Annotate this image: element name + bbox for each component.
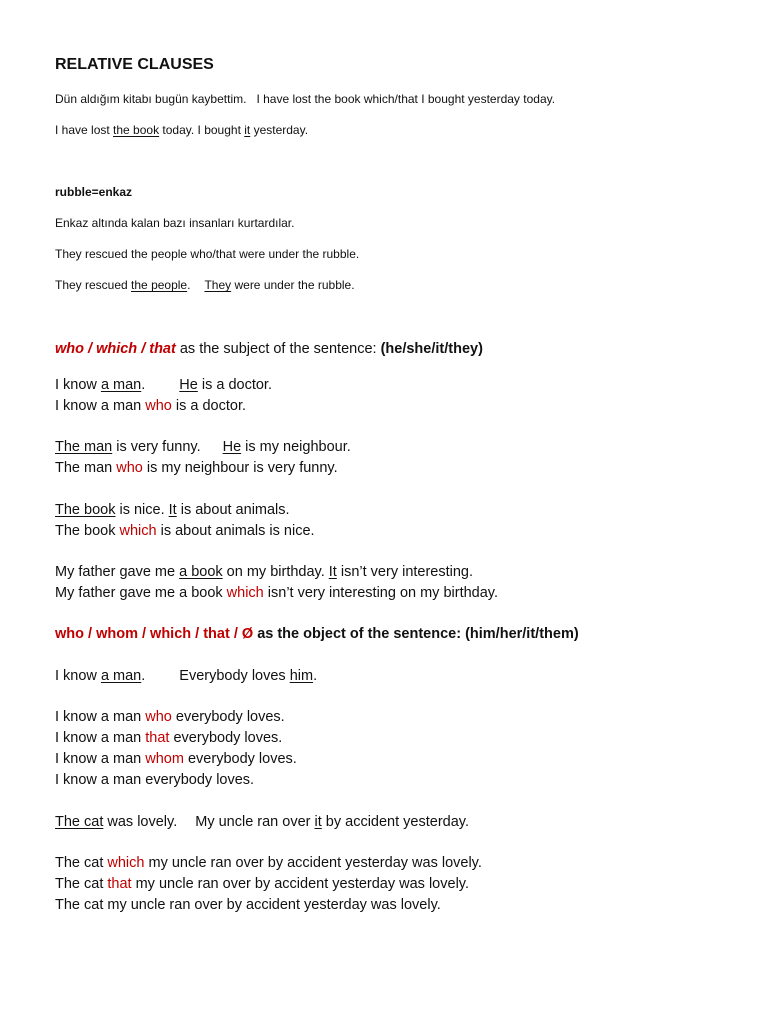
text: is nice.	[115, 502, 169, 518]
underlined-word: The book	[55, 502, 116, 518]
intro-line-1	[55, 92, 555, 106]
text: were under the rubble.	[231, 278, 355, 292]
text: isn’t very interesting on my birthday.	[263, 585, 498, 601]
vocab-note: rubble=enkaz	[55, 185, 133, 199]
s1-ex2-line-a	[55, 439, 351, 456]
text: today. I bought	[159, 123, 245, 137]
text: The cat	[55, 855, 108, 871]
text: They rescued	[55, 278, 132, 292]
text: My uncle ran over	[195, 814, 315, 830]
text: is a doctor.	[197, 377, 272, 393]
s2-ex4-line-1	[55, 855, 482, 872]
underlined-word: The cat	[55, 814, 104, 830]
page-title: RELATIVE CLAUSES	[55, 56, 214, 73]
underlined-word: the people	[131, 278, 188, 292]
underlined-word: It	[168, 502, 177, 518]
relative-pronoun: which	[107, 855, 145, 871]
text: I know	[55, 377, 101, 393]
underlined-word: He	[222, 439, 242, 455]
intro-line-4: Enkaz altında kalan bazı insanları kurtardılar.	[55, 216, 295, 230]
text: .	[313, 668, 318, 684]
underlined-word: The man	[55, 439, 113, 455]
intro-line-6	[55, 278, 355, 292]
text: Everybody loves	[179, 668, 290, 684]
s2-ex3-line-a	[55, 814, 469, 831]
text: I have lost	[55, 123, 114, 137]
text: I know a man	[55, 751, 146, 767]
text: my uncle ran over by accident yesterday was lovely.	[131, 876, 469, 892]
s1-ex1-line-b	[55, 398, 246, 415]
s1-ex3-line-a	[55, 502, 290, 519]
text: is my neighbour is very funny.	[142, 460, 338, 476]
text: is very funny.	[112, 439, 201, 455]
text: .	[141, 377, 146, 393]
s1-ex2-line-b	[55, 460, 338, 477]
underlined-word: it	[244, 123, 251, 137]
text: my uncle ran over by accident yesterday was lovely.	[144, 855, 482, 871]
underlined-word: They	[204, 278, 232, 292]
turkish-sentence: Dün aldığım kitabı bugün kaybettim.	[55, 92, 247, 106]
text: everybody loves.	[183, 751, 297, 767]
intro-line-5: They rescued the people who/that were under the rubble.	[55, 247, 360, 261]
s2-ex1-line-a	[55, 668, 317, 685]
s2-ex2-line-3	[55, 751, 297, 768]
pronoun-list: (he/she/it/they)	[380, 341, 483, 357]
text: is about animals.	[176, 502, 290, 518]
text: The man	[55, 460, 117, 476]
section1-heading	[55, 341, 483, 358]
text: .	[141, 668, 146, 684]
s2-ex2-line-1	[55, 709, 285, 726]
text: on my birthday.	[222, 564, 329, 580]
text: I know	[55, 668, 101, 684]
text: isn’t very interesting.	[336, 564, 474, 580]
underlined-word: a man	[100, 377, 142, 393]
underlined-word: a book	[179, 564, 223, 580]
text: is about animals is nice.	[156, 523, 315, 539]
text: was lovely.	[103, 814, 178, 830]
s1-ex3-line-b	[55, 523, 315, 540]
text: is my neighbour.	[241, 439, 351, 455]
relative-pronoun: who	[116, 460, 143, 476]
s2-ex2-line-4: I know a man everybody loves.	[55, 772, 255, 788]
s1-ex4-line-b	[55, 585, 498, 602]
text: by accident yesterday.	[321, 814, 469, 830]
underlined-word: him	[289, 668, 314, 684]
text: My father gave me a book	[55, 585, 227, 601]
text: I know a man	[55, 398, 146, 414]
text: I know a man	[55, 730, 146, 746]
intro-line-2	[55, 123, 308, 137]
text: .	[187, 278, 191, 292]
text: The cat	[55, 876, 108, 892]
s1-ex4-line-a	[55, 564, 473, 581]
text: everybody loves.	[169, 730, 283, 746]
text: is a doctor.	[171, 398, 247, 414]
text: everybody loves.	[171, 709, 285, 725]
relative-pronoun: whom	[145, 751, 184, 767]
underlined-word: it	[314, 814, 322, 830]
relative-pronoun: who	[145, 709, 172, 725]
s1-ex1-line-a	[55, 377, 272, 394]
relative-pronouns: who / whom / which / that / Ø	[55, 626, 254, 642]
relative-pronoun: which	[226, 585, 264, 601]
relative-pronoun: which	[119, 523, 157, 539]
text: as the object of the sentence: (him/her/it/them)	[253, 626, 579, 642]
relative-pronoun: that	[107, 876, 132, 892]
text: The book	[55, 523, 120, 539]
s2-ex2-line-2	[55, 730, 282, 747]
underlined-word: the book	[113, 123, 160, 137]
underlined-word: He	[179, 377, 198, 393]
text: as the subject of the sentence:	[175, 341, 381, 357]
relative-pronoun: that	[145, 730, 170, 746]
section2-heading	[55, 626, 579, 643]
text: My father gave me	[55, 564, 180, 580]
text: I know a man	[55, 709, 146, 725]
english-sentence: I have lost the book which/that I bought yesterday today.	[256, 92, 556, 106]
relative-pronouns: who / which / that	[55, 341, 176, 357]
s2-ex4-line-3: The cat my uncle ran over by accident yesterday was lovely.	[55, 897, 441, 913]
s2-ex4-line-2	[55, 876, 469, 893]
underlined-word: a man	[100, 668, 142, 684]
underlined-word: It	[328, 564, 337, 580]
text: yesterday.	[250, 123, 309, 137]
relative-pronoun: who	[145, 398, 172, 414]
